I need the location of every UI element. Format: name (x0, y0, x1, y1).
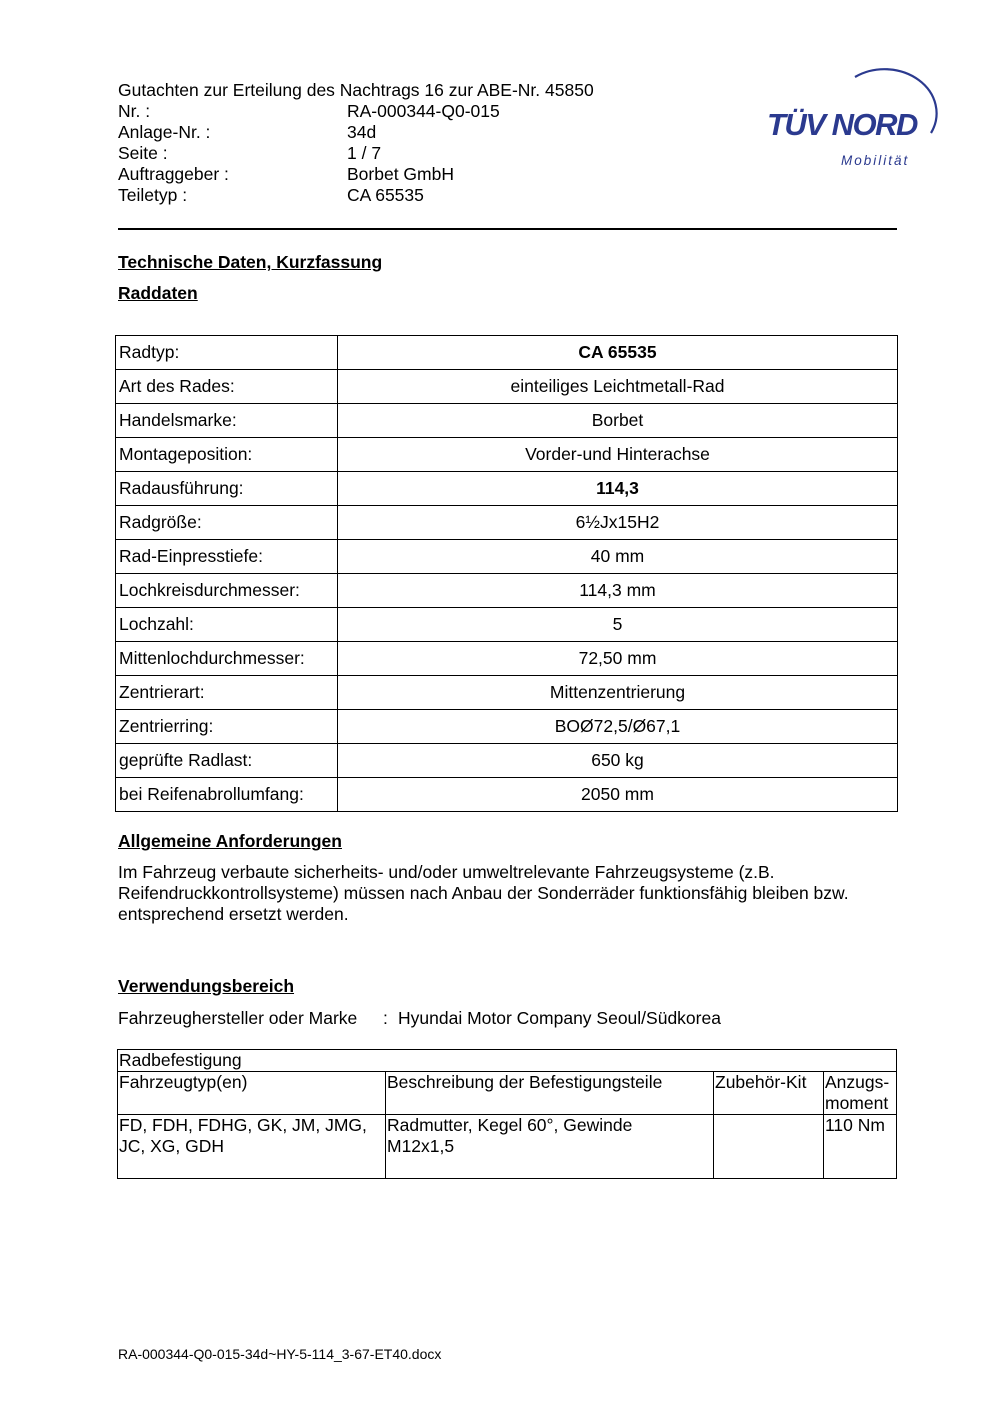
table-row (116, 642, 898, 676)
table-row (118, 1115, 897, 1179)
row-value: 114,3 mm (338, 574, 898, 608)
row-key: Radtyp: (116, 336, 338, 370)
raddaten-title: Raddaten (118, 283, 198, 303)
table-row (116, 540, 898, 574)
allgemein-title: Allgemeine Anforderungen (118, 831, 342, 851)
table-row (116, 336, 898, 370)
radbefestigung-table (117, 1049, 897, 1179)
row-key: bei Reifenabrollumfang: (116, 778, 338, 812)
row-value: 5 (338, 608, 898, 642)
row-key: Mittenlochdurchmesser: (116, 642, 338, 676)
torque: 110 Nm (824, 1115, 897, 1179)
header-label: Seite : (118, 143, 168, 163)
row-key: Handelsmarke: (116, 404, 338, 438)
header-value: CA 65535 (347, 185, 424, 205)
table-row (116, 404, 898, 438)
fastener-description: Radmutter, Kegel 60°, Gewinde M12x1,5 (386, 1115, 714, 1179)
header-value: RA-000344-Q0-015 (347, 101, 500, 121)
table-row (116, 778, 898, 812)
raddaten-table (115, 335, 898, 812)
row-value: Mittenzentrierung (338, 676, 898, 710)
manufacturer-value: Hyundai Motor Company Seoul/Südkorea (398, 1008, 721, 1028)
table-row (116, 744, 898, 778)
header-label: Anlage-Nr. : (118, 122, 211, 142)
header-cell: Beschreibung der Befestigungsteile (386, 1072, 714, 1115)
table-row (116, 438, 898, 472)
table-row (116, 710, 898, 744)
row-value: 114,3 (338, 472, 898, 506)
tuev-nord-logo (763, 57, 943, 172)
logo-subtitle: Mobilität (841, 153, 910, 168)
table-row (116, 676, 898, 710)
table-row (116, 472, 898, 506)
vehicle-types: FD, FDH, FDHG, GK, JM, JMG, JC, XG, GDH (118, 1115, 386, 1179)
row-key: geprüfte Radlast: (116, 744, 338, 778)
table-row (116, 506, 898, 540)
verwendung-title: Verwendungsbereich (118, 976, 295, 996)
footer-filename: RA-000344-Q0-015-34d~HY-5-114_3-67-ET40.docx (118, 1346, 442, 1362)
header-divider (118, 228, 897, 230)
header-cell: Zubehör-Kit (714, 1072, 824, 1115)
row-value: Borbet (338, 404, 898, 438)
manufacturer-separator: : (383, 1008, 388, 1028)
table-title: Radbefestigung (118, 1050, 897, 1072)
report-title: Gutachten zur Erteilung des Nachtrags 16 zur ABE-Nr. 45850 (118, 80, 594, 100)
row-value: Vorder-und Hinterachse (338, 438, 898, 472)
row-key: Montageposition: (116, 438, 338, 472)
table-row (116, 370, 898, 404)
header-cell: Fahrzeugtyp(en) (118, 1072, 386, 1115)
table-title-row (118, 1050, 897, 1072)
row-value: 40 mm (338, 540, 898, 574)
header-label: Auftraggeber : (118, 164, 229, 184)
manufacturer-label: Fahrzeughersteller oder Marke (118, 1008, 358, 1028)
row-key: Zentrierart: (116, 676, 338, 710)
header-label: Teiletyp : (118, 185, 188, 205)
table-header-row (118, 1072, 897, 1115)
logo-wordmark: TÜV NORD (767, 107, 917, 142)
row-value: 2050 mm (338, 778, 898, 812)
row-key: Radgröße: (116, 506, 338, 540)
row-key: Rad-Einpresstiefe: (116, 540, 338, 574)
row-key: Zentrierring: (116, 710, 338, 744)
table-row (116, 608, 898, 642)
table-row (116, 574, 898, 608)
row-value: 650 kg (338, 744, 898, 778)
header-cell: Anzugs- moment (824, 1072, 897, 1115)
allgemein-text (118, 862, 898, 925)
section-title: Technische Daten, Kurzfassung (118, 252, 383, 272)
row-value: 72,50 mm (338, 642, 898, 676)
row-key: Radausführung: (116, 472, 338, 506)
header-value: Borbet GmbH (347, 164, 454, 184)
text-line: entsprechend ersetzt werden. (118, 904, 349, 924)
row-key: Lochkreisdurchmesser: (116, 574, 338, 608)
accessory-kit (714, 1115, 824, 1179)
row-value: einteiliges Leichtmetall-Rad (338, 370, 898, 404)
row-value: BOØ72,5/Ø67,1 (338, 710, 898, 744)
header-label: Nr. : (118, 101, 151, 121)
row-key: Art des Rades: (116, 370, 338, 404)
row-value: 6½Jx15H2 (338, 506, 898, 540)
row-value: CA 65535 (338, 336, 898, 370)
header-value: 34d (347, 122, 377, 142)
row-key: Lochzahl: (116, 608, 338, 642)
text-line: Im Fahrzeug verbaute sicherheits- und/oder umweltrelevante Fahrzeugsysteme (z.B. (118, 862, 775, 882)
text-line: Reifendruckkontrollsysteme) müssen nach Anbau der Sonderräder funktionsfähig bleiben bzw. (118, 883, 849, 903)
header-value: 1 / 7 (347, 143, 382, 163)
